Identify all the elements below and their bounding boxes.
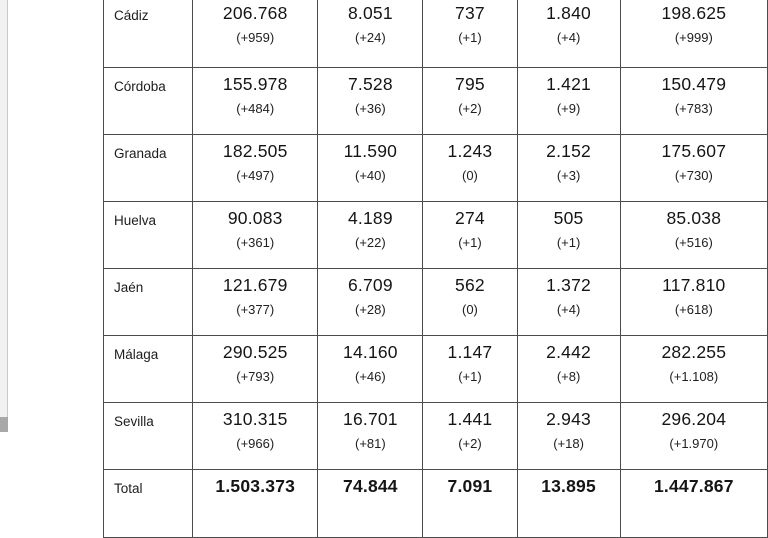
stat-cell (318, 202, 423, 269)
stat-delta: (+1) (458, 369, 482, 385)
stat-cell (318, 0, 423, 68)
stat-cell (620, 0, 767, 68)
stat-cell (620, 135, 767, 202)
stat-cell (620, 202, 767, 269)
stat-delta: (+1.108) (669, 369, 719, 385)
stat-value: 1.447.867 (653, 476, 734, 496)
stat-delta: (0) (462, 302, 478, 318)
table-row-huelva (104, 202, 768, 269)
stat-cell (423, 0, 517, 68)
stat-value: 2.442 (546, 342, 591, 362)
stat-value: 562 (455, 275, 485, 295)
stat-value: 121.679 (222, 275, 288, 295)
stat-cell (193, 269, 318, 336)
stat-cell (517, 135, 620, 202)
stat-value: 1.503.373 (215, 476, 296, 496)
stat-cell (517, 269, 620, 336)
stat-delta: (+1) (556, 235, 581, 251)
stat-cell (193, 470, 318, 538)
stat-cell (193, 202, 318, 269)
stat-delta: (+2) (458, 436, 482, 452)
table-row-jaen (104, 269, 768, 336)
stat-delta: (+28) (355, 302, 386, 318)
province-label: Jaén (104, 269, 193, 336)
stat-delta: (+81) (355, 436, 386, 452)
province-stats-table (103, 0, 768, 538)
stat-cell (517, 470, 620, 538)
stat-cell (318, 336, 423, 403)
stat-delta: (+3) (556, 168, 581, 184)
table-row-granada (104, 135, 768, 202)
page-edge-strip-dark (0, 417, 8, 432)
stat-value: 1.243 (447, 141, 493, 161)
stat-value: 182.505 (222, 141, 288, 161)
stat-value: 13.895 (541, 476, 596, 496)
stat-cell (193, 135, 318, 202)
province-label: Huelva (104, 202, 193, 269)
stat-cell (517, 68, 620, 135)
stat-delta: (+377) (236, 302, 275, 318)
stat-cell (517, 403, 620, 470)
stat-value: 1.372 (546, 275, 591, 295)
stat-value: 310.315 (222, 409, 288, 429)
stat-delta: (+497) (236, 168, 275, 184)
table-row-malaga (104, 336, 768, 403)
stat-value: 1.147 (447, 342, 493, 362)
stat-cell (193, 0, 318, 68)
stat-cell (620, 336, 767, 403)
stat-delta: (+4) (556, 30, 581, 46)
stat-cell (423, 202, 517, 269)
stat-cell (517, 336, 620, 403)
stat-value: 4.189 (347, 208, 393, 228)
table-row-cadiz (104, 0, 768, 68)
stat-delta: (0) (462, 168, 478, 184)
stat-value: 1.840 (546, 3, 591, 23)
stat-delta: (+24) (355, 30, 386, 46)
stat-value: 7.091 (447, 476, 493, 496)
stat-value: 1.421 (546, 74, 591, 94)
stat-value: 74.844 (343, 476, 398, 496)
stat-value: 2.943 (546, 409, 591, 429)
stat-delta: (+959) (236, 30, 275, 46)
stat-delta: (+8) (556, 369, 581, 385)
stat-delta: (+22) (355, 235, 386, 251)
stat-delta: (+9) (556, 101, 581, 117)
stat-delta: (+361) (236, 235, 275, 251)
stat-cell (423, 470, 517, 538)
stat-value: 290.525 (222, 342, 288, 362)
table-row-sevilla (104, 403, 768, 470)
stat-cell (620, 403, 767, 470)
stat-cell (423, 135, 517, 202)
stat-delta: (+783) (674, 101, 713, 117)
stat-value: 90.083 (227, 208, 283, 228)
stat-value: 2.152 (546, 141, 591, 161)
stat-cell (620, 68, 767, 135)
stat-cell (423, 403, 517, 470)
stat-cell (193, 403, 318, 470)
stat-delta: (+1) (458, 235, 482, 251)
stat-cell (620, 470, 767, 538)
stat-cell (423, 68, 517, 135)
province-label: Málaga (104, 336, 193, 403)
stat-value: 150.479 (661, 74, 727, 94)
stat-value: 16.701 (343, 409, 398, 429)
stat-value: 795 (455, 74, 485, 94)
stat-value: 296.204 (661, 409, 727, 429)
stat-value: 206.768 (222, 3, 288, 23)
stat-delta: (+18) (553, 436, 584, 452)
table-row-total (104, 470, 768, 538)
stat-delta: (+730) (674, 168, 713, 184)
stat-value: 1.441 (447, 409, 493, 429)
stat-cell (517, 202, 620, 269)
stat-cell (318, 403, 423, 470)
stat-value: 14.160 (343, 342, 398, 362)
stat-cell (517, 0, 620, 68)
stat-delta: (+1) (458, 30, 482, 46)
province-label: Cádiz (104, 0, 193, 68)
province-label: Sevilla (104, 403, 193, 470)
stat-cell (423, 336, 517, 403)
stat-value: 117.810 (662, 275, 726, 295)
stat-value: 198.625 (661, 3, 727, 23)
province-label: Granada (104, 135, 193, 202)
stat-delta: (+1.970) (669, 436, 719, 452)
province-label: Córdoba (104, 68, 193, 135)
stat-cell (193, 68, 318, 135)
stat-cell (318, 269, 423, 336)
stat-value: 282.255 (661, 342, 727, 362)
stat-value: 737 (455, 3, 485, 23)
stat-delta: (+516) (674, 235, 713, 251)
stat-delta: (+2) (458, 101, 482, 117)
stat-delta: (+618) (674, 302, 713, 318)
stat-value: 8.051 (347, 3, 393, 23)
stat-delta: (+999) (674, 30, 713, 46)
stat-value: 274 (455, 208, 485, 228)
stat-value: 7.528 (347, 74, 393, 94)
total-label: Total (104, 470, 193, 538)
stat-delta: (+793) (236, 369, 275, 385)
stat-value: 155.978 (222, 74, 288, 94)
stat-value: 11.590 (343, 141, 398, 161)
page-edge-strip (0, 0, 8, 432)
stat-delta: (+40) (355, 168, 386, 184)
stat-cell (318, 470, 423, 538)
stat-cell (318, 135, 423, 202)
stat-delta: (+36) (355, 101, 386, 117)
stat-delta: (+484) (236, 101, 275, 117)
stat-delta: (+46) (355, 369, 386, 385)
stat-value: 175.607 (661, 141, 727, 161)
stat-cell (318, 68, 423, 135)
stat-delta: (+966) (236, 436, 275, 452)
stat-delta: (+4) (556, 302, 581, 318)
stat-cell (620, 269, 767, 336)
stat-value: 85.038 (666, 208, 722, 228)
table-row-cordoba (104, 68, 768, 135)
stat-cell (423, 269, 517, 336)
stat-value: 6.709 (347, 275, 393, 295)
stat-value: 505 (553, 208, 584, 228)
stat-cell (193, 336, 318, 403)
